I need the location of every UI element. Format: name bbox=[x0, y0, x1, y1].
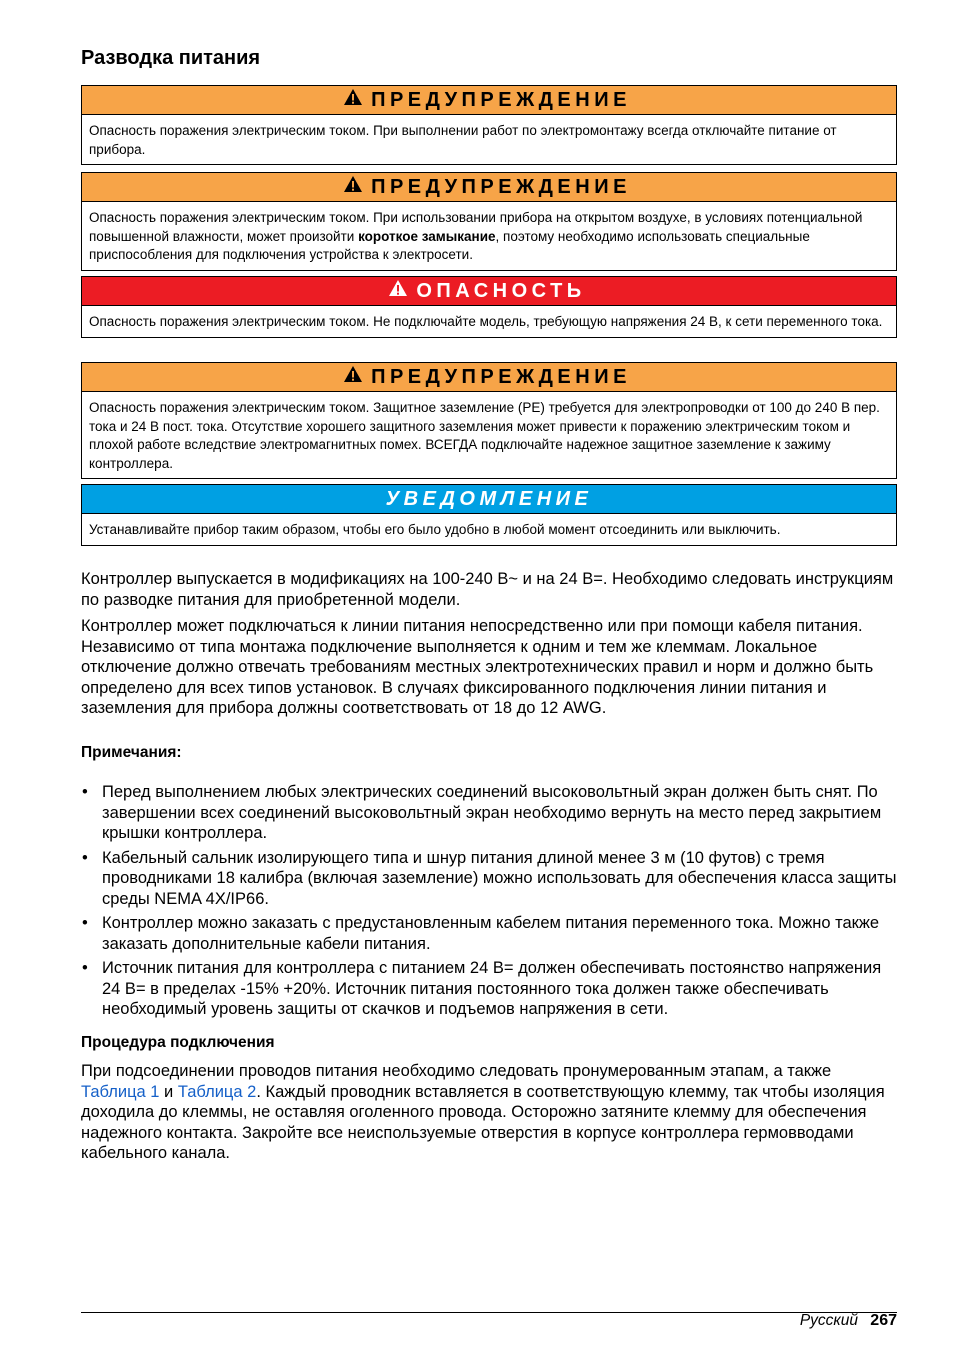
procedure-text: При подсоединении проводов питания необходимо следовать пронумерованным этапам, а также Таблица 1 и Таблица 2. Каждый проводник вставляется в соответствующую клемму, так чтобы изоляция доходила до клеммы, не оставляя оголенного провода. Осторожно затяните клемму для обеспечения надежного контакта. Закройте все неиспользуемые отверстия в корпусе контроллера гермовводами кабельного канала. bbox=[81, 1062, 885, 1162]
notice-header bbox=[82, 86, 896, 115]
warning-notice-2 bbox=[81, 172, 897, 271]
paragraph-2: Контроллер может подключаться к линии питания непосредственно или при помощи кабеля питания. Независимо от типа монтажа подключение выполняется к одним и тем же клеммам. Локальное отключение должно отвечать требованиям местных электротехнических правил и норм и должно быть определено для всех типов установок. В случаях фиксированного подключения линии питания и заземления для прибора должны соответствовать от 18 до 12 AWG. bbox=[81, 617, 874, 717]
notes-list bbox=[81, 782, 897, 1024]
list-item: • Перед выполнением любых электрических соединений высоковольтный экран должен быть снят. По завершении всех соединений высоковольтный экран необходимо вернуть на место перед закрытием крышки контроллера. bbox=[82, 783, 882, 842]
bold-term: короткое замыкание bbox=[358, 228, 496, 244]
notice-header-label: ПРЕДУПРЕЖДЕНИЕ bbox=[371, 175, 631, 198]
paragraph-1: Контроллер выпускается в модификациях на 100-240 В~ и на 24 В=. Необходимо следовать инструкциям по разводке питания для приобретенной модели. bbox=[81, 570, 894, 609]
page-number: 267 bbox=[870, 1312, 897, 1329]
section-title: Разводка питания bbox=[81, 47, 261, 69]
notice-text: Опасность поражения электрическим током. При выполнении работ по электромонтажу всегда отключайте питание от прибора. bbox=[89, 123, 837, 157]
warning-triangle-icon bbox=[343, 365, 363, 389]
list-item: • Контроллер можно заказать с предустановленным кабелем питания переменного тока. Можно также заказать дополнительные кабели питания. bbox=[82, 914, 880, 953]
notice-header-label: ПРЕДУПРЕЖДЕНИЕ bbox=[371, 365, 631, 388]
notice-header bbox=[82, 363, 896, 392]
notice-header bbox=[82, 277, 896, 306]
footer-divider bbox=[81, 1312, 897, 1313]
notice-header bbox=[82, 173, 896, 202]
warning-triangle-icon bbox=[388, 279, 408, 303]
notes-heading: Примечания: bbox=[81, 744, 182, 761]
table-2-link[interactable]: Таблица 2 bbox=[177, 1082, 257, 1101]
notice-header-label: ПРЕДУПРЕЖДЕНИЕ bbox=[371, 88, 631, 111]
warning-notice-3 bbox=[81, 362, 897, 479]
footer-language: Русский bbox=[799, 1312, 858, 1329]
danger-notice bbox=[81, 276, 897, 338]
notice-text: Устанавливайте прибор таким образом, чтобы его было удобно в любой момент отсоединить или выключить. bbox=[89, 522, 781, 537]
warning-notice-1 bbox=[81, 85, 897, 165]
table-1-link[interactable]: Таблица 1 bbox=[81, 1082, 160, 1101]
notice-text: Опасность поражения электрическим током. При использовании прибора на открытом воздухе, в условиях потенциальной повышенной влажности, может произойти короткое замыкание, поэтому необходимо использовать специальные приспособления для подключения устройства к электросети. bbox=[89, 210, 863, 262]
procedure-heading: Процедура подключения bbox=[81, 1034, 275, 1051]
list-item: • Кабельный сальник изолирующего типа и шнур питания длиной менее 3 м (10 футов) с тремя проводниками 18 калибра (включая заземление) можно использовать для обеспечения класса защиты среды NEMA 4X/IP66. bbox=[82, 848, 897, 908]
notice-text: Опасность поражения электрическим током. Не подключайте модель, требующую напряжения 24 В, к сети переменного тока. bbox=[89, 314, 883, 329]
notice-header-label: УВЕДОМЛЕНИЕ bbox=[385, 487, 593, 510]
list-item: • Источник питания для контроллера с питанием 24 В= должен обеспечивать постоянство напряжения 24 В= в пределах -15% +20%. Источник питания постоянного тока должен также обеспечивать необходимый уровень защиты от скачков и подъемов напряжения в сети. bbox=[82, 959, 882, 1018]
info-notice bbox=[81, 484, 897, 546]
notice-text: Опасность поражения электрическим током. Защитное заземление (PE) требуется для электропроводки от 100 до 240 В пер. тока и 24 В пост. тока. Отсутствие хорошего защитного заземления может привести к поражению электрическим током и плохой работе вследствие электромагнитных помех. ВСЕГДА подключайте надежное защитное заземление к зажиму контроллера. bbox=[89, 400, 880, 471]
page-footer bbox=[800, 1312, 897, 1330]
warning-triangle-icon bbox=[343, 175, 363, 199]
notice-header-label: ОПАСНОСТЬ bbox=[416, 279, 586, 302]
warning-triangle-icon bbox=[343, 88, 363, 112]
notice-header bbox=[82, 485, 896, 514]
